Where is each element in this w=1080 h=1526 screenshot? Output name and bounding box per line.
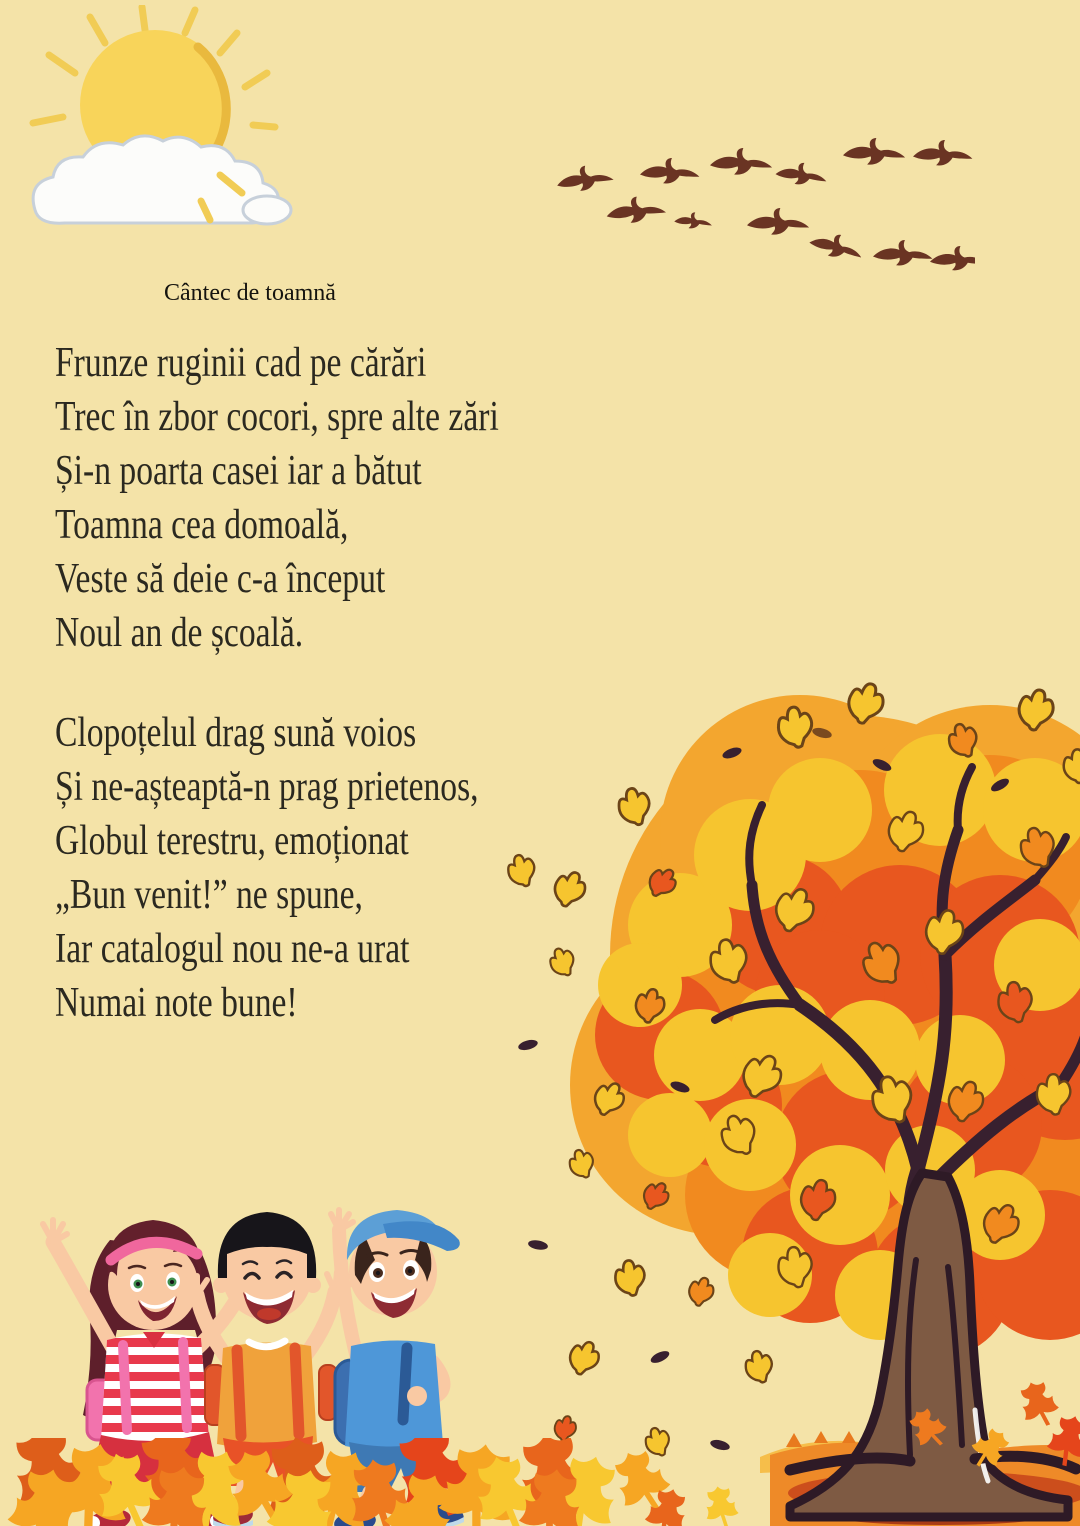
autumn-tree-illustration (470, 655, 1080, 1526)
poem-line: Numai note bune! (55, 980, 298, 1026)
cloud-icon (33, 136, 291, 224)
leaf-pile-illustration (0, 1438, 740, 1526)
leaf-pile-scattered (605, 1442, 740, 1526)
poem-line: Și-n poarta casei iar a bătut (55, 448, 422, 494)
poem-line: Toamna cea domoală, (55, 502, 349, 548)
poem-line: Noul an de școală. (55, 610, 304, 656)
poem-line: „Bun venit!” ne spune, (55, 872, 363, 918)
sun-cloud-illustration (5, 5, 305, 250)
poem-title: Cântec de toamnă (164, 280, 336, 306)
poem-line: Iar catalogul nou ne-a urat (55, 926, 410, 972)
boy-blue-shirt (345, 1340, 443, 1450)
poem-line: Și ne-așteaptă-n prag prietenos, (55, 764, 479, 810)
migrating-birds-icon (525, 108, 975, 273)
poem-line: Globul terestru, emoționat (55, 818, 409, 864)
poem-line: Trec în zbor cocori, spre alte zări (55, 394, 499, 440)
poem-line: Frunze ruginii cad pe cărări (55, 340, 427, 386)
poem-line: Clopoțelul drag sună voios (55, 710, 417, 756)
poem-stanza-1 (55, 336, 711, 660)
poem-line: Veste să deie c-a început (55, 556, 386, 602)
